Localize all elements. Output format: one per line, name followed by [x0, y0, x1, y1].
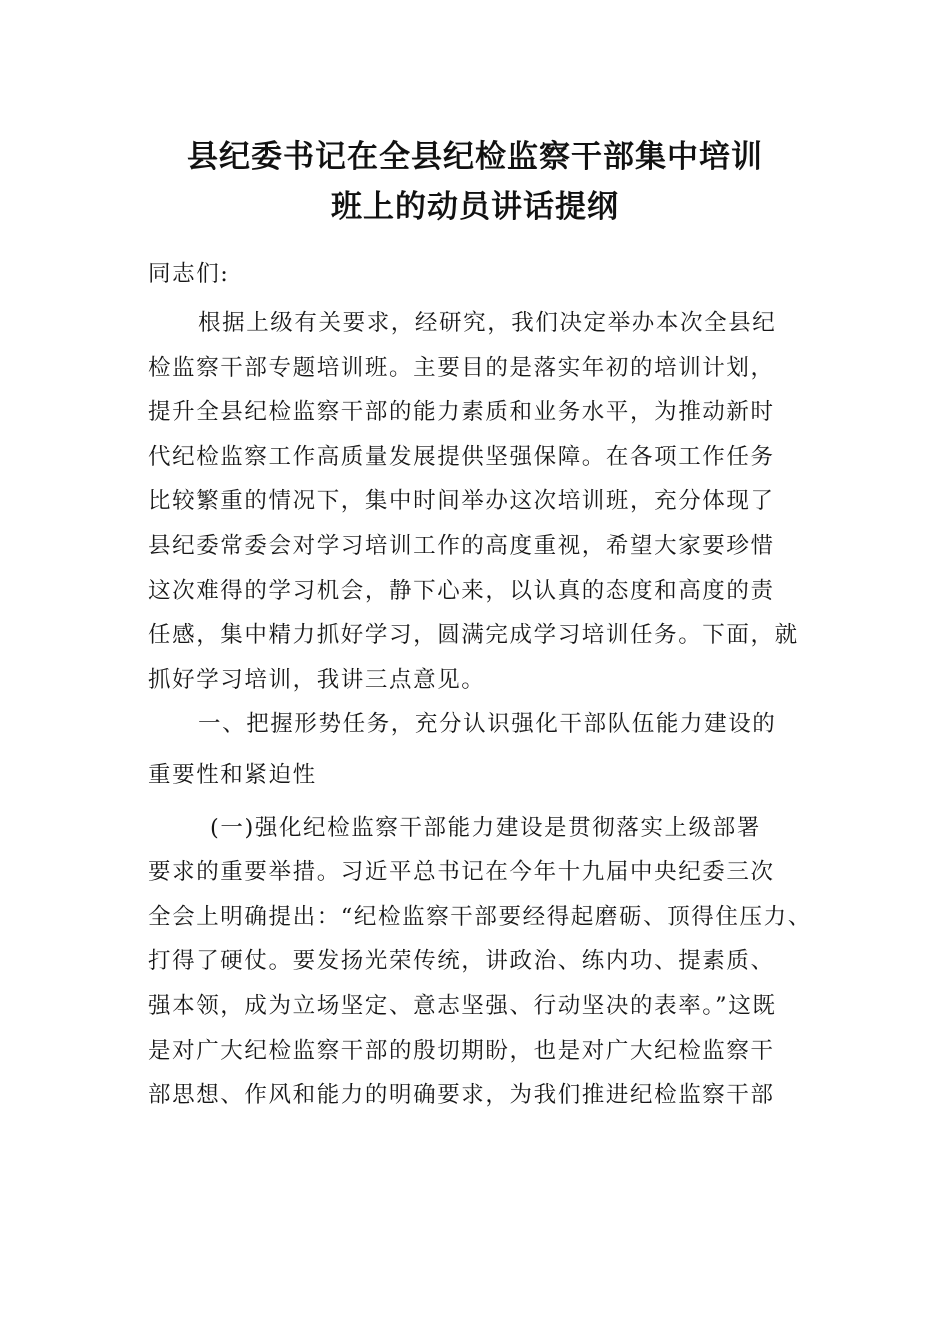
paragraph-line: 要求的重要举措。习近平总书记在今年十九届中央纪委三次 — [148, 859, 775, 886]
paragraph-line: 抓好学习培训，我讲三点意见。 — [148, 666, 486, 693]
title-line: 县纪委书记在全县纪检监察干部集中培训 — [187, 139, 763, 175]
paragraph-line: 是对广大纪检监察干部的殷切期盼，也是对广大纪检监察干 — [148, 1037, 775, 1064]
paragraph-line: 打得了硬仗。要发扬光荣传统，讲政治、练内功、提素质、 — [148, 948, 775, 975]
paragraph-subsection — [148, 806, 810, 1118]
heading-line: 重要性和紧迫性 — [148, 761, 317, 788]
paragraph-line: 代纪检监察工作高质量发展提供坚强保障。在各项工作任务 — [148, 443, 775, 470]
document-title — [150, 132, 800, 232]
paragraph-line: 强本领，成为立场坚定、意志坚强、行动坚决的表率。”这既 — [148, 992, 777, 1019]
paragraph-line: 比较繁重的情况下，集中时间举办这次培训班，充分体现了 — [148, 488, 775, 515]
paragraph-line: (一)强化纪检监察干部能力建设是贯彻落实上级部署 — [210, 814, 761, 841]
paragraph-line: 任感，集中精力抓好学习，圆满完成学习培训任务。下面，就 — [148, 622, 799, 649]
paragraph-line: 这次难得的学习机会，静下心来，以认真的态度和高度的责 — [148, 577, 775, 604]
salutation: 同志们: — [148, 261, 230, 287]
paragraph-line: 部思想、作风和能力的明确要求，为我们推进纪检监察干部 — [148, 1082, 775, 1109]
heading-line: 一、把握形势任务，充分认识强化干部队伍能力建设的 — [198, 711, 777, 738]
paragraph-line: 检监察干部专题培训班。主要目的是落实年初的培训计划， — [148, 354, 775, 381]
paragraph-line: 根据上级有关要求，经研究，我们决定举办本次全县纪 — [198, 310, 777, 336]
paragraph-line: 全会上明确提出：“纪检监察干部要经得起磨砺、顶得住压力、 — [148, 903, 812, 930]
document-body — [148, 252, 810, 1118]
paragraph-intro — [148, 301, 810, 702]
paragraph-line: 提升全县纪检监察干部的能力素质和业务水平，为推动新时 — [148, 399, 775, 426]
paragraph-line: 县纪委常委会对学习培训工作的高度重视，希望大家要珍惜 — [148, 532, 775, 559]
section-heading — [148, 702, 810, 797]
title-line: 班上的动员讲话提纲 — [331, 189, 619, 225]
